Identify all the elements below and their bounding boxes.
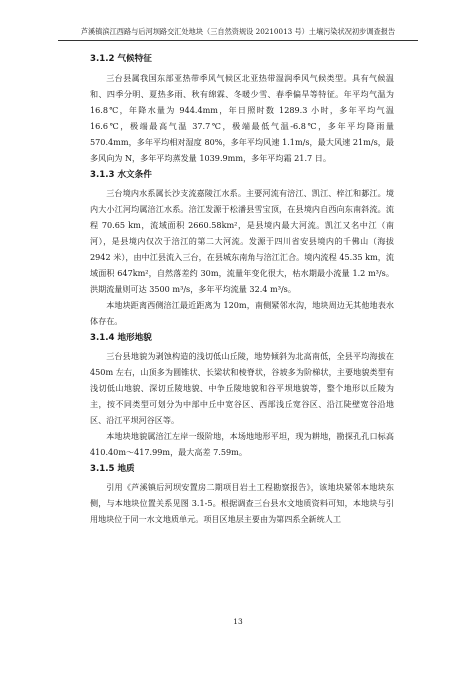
paragraph-landform: 三台县地貌为剥蚀构造的浅切低山丘陵，地势倾斜为北高南低，全县平均海拔在 450m 左右，山顶多为圆锥状、长梁状和棱脊状，谷坡多为阶梯状，主要地貌类型有浅切低山地貌、深切丘陵地貌、中争丘陵地貌和谷平坝地貌等，整个地形以丘陵为主，按不同类型可划分为中部中丘中宽谷区、西部浅丘宽谷区、沿江陡壁宽谷沿地区、沿江平坝河谷区等。 — [90, 351, 394, 425]
paragraph-geology: 引用《芦溪镇后河坝安置房二期项目岩土工程勘察报告》，该地块紧邻本地块东侧，与本地块位置关系见图 3.1-5。根据调查三台县水文地质资料可知，本地块与引用地块位于同一水文地质单元。项目区地层主要由为第四系全新统人工 — [90, 482, 394, 524]
section-heading-landform: 3.1.4 地形地貌 — [90, 333, 152, 343]
paragraph-climate: 三台县属我国东部亚热带季风气候区北亚热带湿润季风气候类型。具有气候温和、四季分明、夏热多雨、秋有绵霖、冬暖少雪、春季偏旱等特征。年平均气温为 16.8℃，年降水量为 944.4mm，年日照时数 1289.3 小时，多年平均气温 16.6℃，极端最高气温 37.7℃，极端最低气温-6.8℃，多年平均降雨量 570.4mm，多年平均相对湿度 80%，多年平均风速 1.1m/s，最大风速 21m/s，最多风向为 N，多年平均蒸发量 1039.9mm，多年平均霜 21.7 日。 — [90, 73, 394, 163]
header-divider — [58, 40, 418, 41]
page-body — [90, 53, 394, 527]
page-number: 13 — [233, 617, 243, 626]
running-header: 芦溪镇滨江西路与后河坝路交汇处地块（三自然资规设 20210013 号）土壤污染状况初步调查报告 — [80, 27, 396, 36]
paragraph-hydrology: 三台境内水系属长沙支流嘉陵江水系。主要河流有涪江、凯江、梓江和郪江。境内大小江河均属涪江水系。涪江发源于松潘县雪宝顶，在县境内自西向东南斜流。流程 70.65 km，流域面积 2660.58km²，是县境内最大河流。凯江又名中江（南河），是县境内仅次于涪江的第二大河流。发源于四川省安县境内的千佛山（海拔 2942 米），由中江县流入三台，在县城东南角与涪江汇合。境内流程 45.35 km，流域面积 647km²，自然落差约 30m，流量年变化很大，枯水期最小流量 1.2 m³/s。洪期流量则可达 3500 m³/s，多年平均流量 32.4 m³/s。 — [90, 188, 394, 294]
section-heading-hydrology: 3.1.3 水文条件 — [90, 170, 152, 180]
section-heading-climate: 3.1.2 气候特征 — [90, 54, 152, 64]
paragraph-landform-site: 本地块地貌属涪江左岸一级阶地，本场地地形平坦，现为耕地，勘探孔孔口标高 410.40m～417.99m，最大高差 7.59m。 — [90, 431, 394, 457]
section-heading-geology: 3.1.5 地质 — [90, 464, 135, 474]
paragraph-hydrology-site: 本地块距离西侧涪江最近距离为 120m，南侧紧邻水沟，地块周边无其他地表水体存在。 — [90, 300, 394, 326]
